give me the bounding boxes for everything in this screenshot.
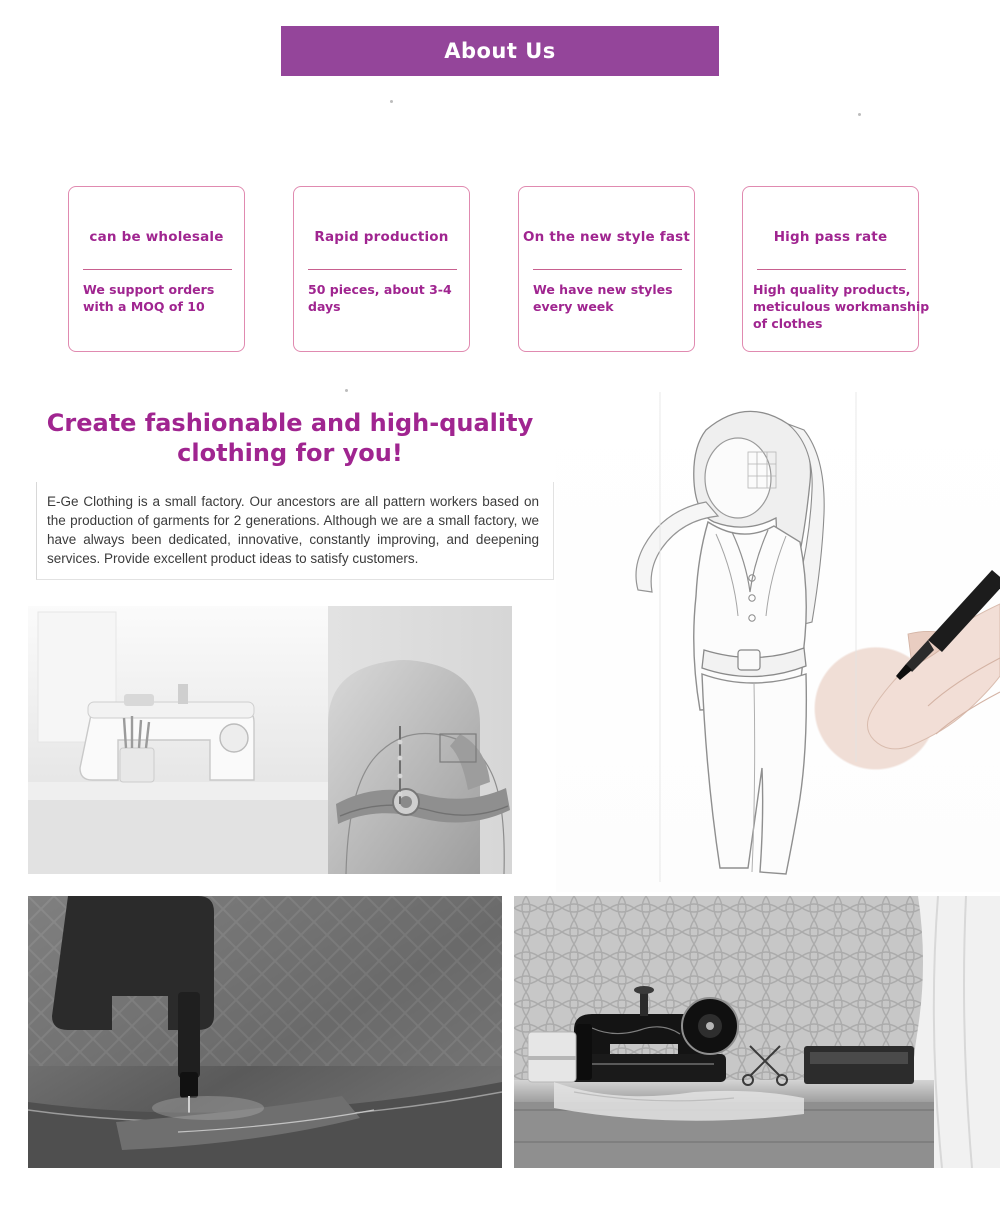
feature-card-description: We support orders with a MOQ of 10 <box>83 282 215 314</box>
fashion-sketch-illustration <box>556 382 1000 892</box>
feature-card-wholesale <box>68 186 245 352</box>
feature-card-rapid-production <box>293 186 470 352</box>
speck-dot <box>345 389 348 392</box>
about-paragraph-text: E-Ge Clothing is a small factory. Our ancestors are all pattern workers based on the production of garments for 2 generations. Although we are a small factory, we have always been dedicated, innovative, constantly improving, and deepening services. Provide excellent product ideas to satisfy customers. <box>47 494 539 567</box>
divider <box>757 269 906 270</box>
feature-card-pass-rate <box>742 186 930 352</box>
feature-card-title: On the new style fast <box>522 229 691 245</box>
feature-card-list <box>68 186 932 352</box>
feature-card-new-style <box>518 186 695 352</box>
speck-dot <box>390 100 393 103</box>
divider <box>83 269 232 270</box>
feature-card-description: High quality products, meticulous workmanship of clothes <box>753 282 930 331</box>
feature-card-description: We have new styles every week <box>533 282 673 314</box>
vintage-sewing-machine-photo <box>514 896 1000 1168</box>
divider <box>533 269 682 270</box>
page-title: About Us <box>444 39 556 63</box>
divider <box>308 269 457 270</box>
feature-card-title: Rapid production <box>314 229 449 245</box>
about-paragraph-box <box>36 482 554 580</box>
sewing-machine-and-tailor-photo <box>28 606 512 874</box>
section-headline: Create fashionable and high-quality clothing for you! <box>46 409 534 467</box>
feature-card-description: 50 pieces, about 3-4 days <box>308 282 452 314</box>
feature-card-title: High pass rate <box>773 229 888 245</box>
about-us-banner <box>281 26 719 76</box>
feature-card-title: can be wholesale <box>89 229 224 245</box>
sewing-needle-closeup-photo <box>28 896 502 1168</box>
speck-dot <box>858 113 861 116</box>
